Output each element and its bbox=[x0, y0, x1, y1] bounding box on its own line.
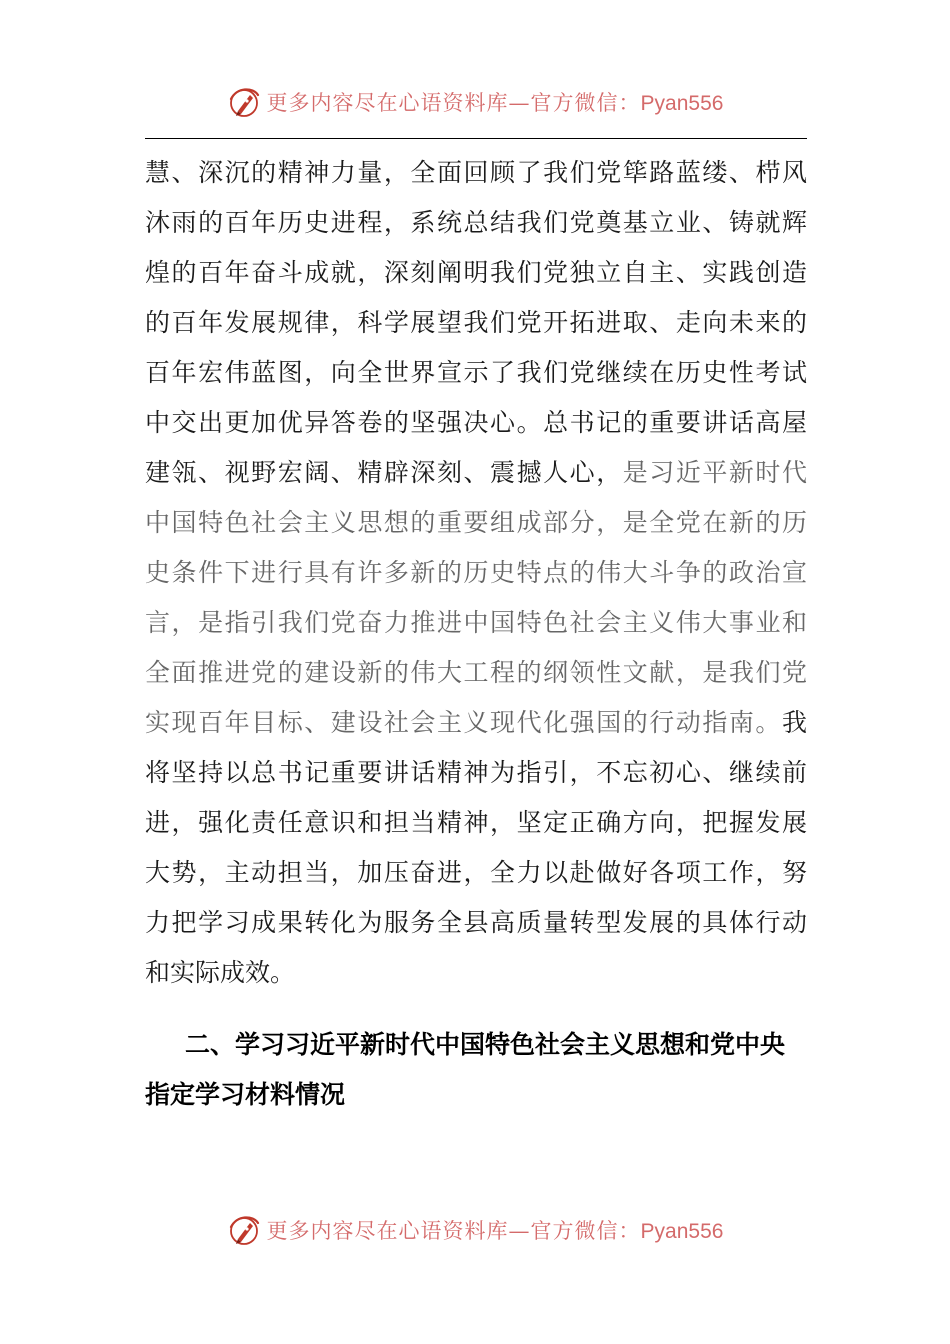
section-heading bbox=[145, 1020, 807, 1120]
paragraph-line-gray-part: 是习近平新时代 bbox=[622, 458, 807, 487]
paragraph-line-dark-part: 建瓴、视野宏阔、精辟深刻、震撼人心， bbox=[145, 458, 623, 487]
pen-nib-logo-icon bbox=[227, 85, 261, 119]
paragraph-line-dark-part: 我 bbox=[781, 708, 807, 737]
paragraph-line: 百年宏伟蓝图，向全世界宣示了我们党继续在历史性考试 bbox=[145, 358, 807, 387]
watermark-wechat-id: Pyan556 bbox=[640, 1220, 724, 1243]
header-rule bbox=[145, 138, 807, 139]
section-heading-line: 指定学习材料情况 bbox=[145, 1080, 346, 1109]
paragraph-line: 的百年发展规律，科学展望我们党开拓进取、走向未来的 bbox=[145, 308, 807, 337]
paragraph-line: 进，强化责任意识和担当精神，坚定正确方向，把握发展 bbox=[145, 808, 807, 837]
paragraph-line bbox=[145, 698, 807, 748]
header-watermark-banner bbox=[0, 80, 950, 124]
paragraph-line bbox=[145, 448, 807, 498]
paragraph-line: 沐雨的百年历史进程，系统总结我们党奠基立业、铸就辉 bbox=[145, 208, 807, 237]
paragraph-line: 中国特色社会主义思想的重要组成部分，是全党在新的历 bbox=[145, 508, 807, 537]
paragraph-line: 全面推进党的建设新的伟大工程的纲领性文献，是我们党 bbox=[145, 658, 807, 687]
watermark-text-cn: 更多内容尽在心语资料库—官方微信： bbox=[266, 91, 641, 115]
watermark-text bbox=[267, 1215, 724, 1245]
paragraph-line: 大势，主动担当，加压奋进，全力以赴做好各项工作，努 bbox=[145, 858, 807, 887]
paragraph-line: 中交出更加优异答卷的坚强决心。总书记的重要讲话高屋 bbox=[145, 408, 807, 437]
paragraph-line: 煌的百年奋斗成就，深刻阐明我们党独立自主、实践创造 bbox=[145, 258, 807, 287]
paragraph-line: 史条件下进行具有许多新的历史特点的伟大斗争的政治宣 bbox=[145, 558, 807, 587]
paragraph-line: 将坚持以总书记重要讲话精神为指引，不忘初心、继续前 bbox=[145, 758, 807, 787]
paragraph-line: 力把学习成果转化为服务全县高质量转型发展的具体行动 bbox=[145, 908, 807, 937]
paragraph-line: 言，是指引我们党奋力推进中国特色社会主义伟大事业和 bbox=[145, 608, 807, 637]
watermark-text-cn: 更多内容尽在心语资料库—官方微信： bbox=[266, 1219, 641, 1243]
watermark-text bbox=[267, 87, 724, 117]
watermark-wechat-id: Pyan556 bbox=[640, 92, 724, 115]
footer-watermark-banner bbox=[0, 1208, 950, 1252]
section-heading-line: 二、学习习近平新时代中国特色社会主义思想和党中央 bbox=[185, 1030, 786, 1059]
paragraph-line: 和实际成效。 bbox=[145, 958, 296, 987]
pen-nib-logo-icon bbox=[227, 1213, 261, 1247]
body-paragraph bbox=[145, 148, 807, 998]
paragraph-line-gray-part: 实现百年目标、建设社会主义现代化强国的行动指南。 bbox=[145, 708, 782, 737]
paragraph-line: 慧、深沉的精神力量，全面回顾了我们党筚路蓝缕、栉风 bbox=[145, 158, 807, 187]
